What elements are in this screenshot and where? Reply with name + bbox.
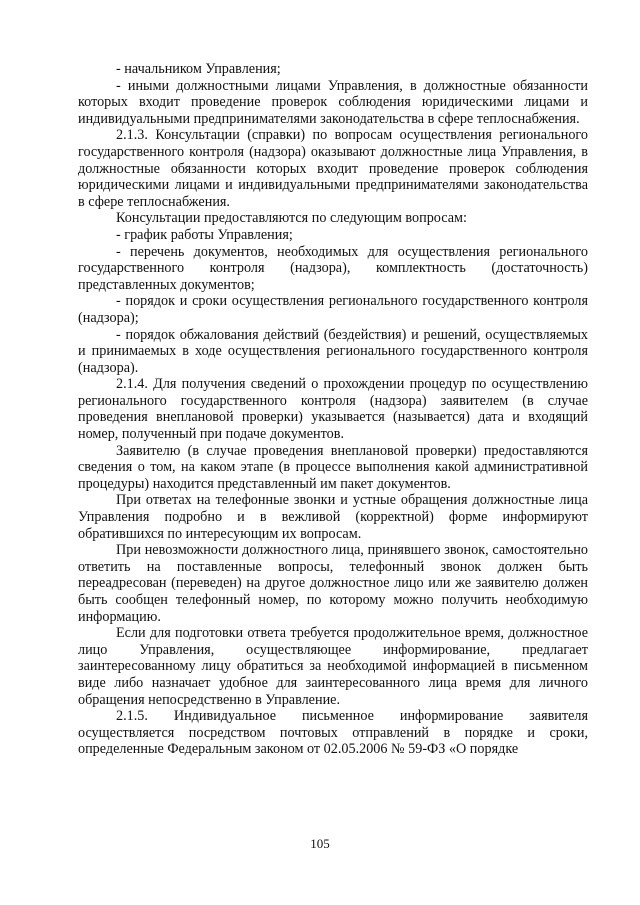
page-number: 105 [310, 836, 330, 851]
paragraph-10: Заявителю (в случае проведения внеплановой проверки) предоставляются сведения о том, на каком этапе (в процессе выполнения какой административной процедуры) находится представленный им пакет документов. [78, 442, 588, 492]
paragraph-7: - порядок и сроки осуществления регионального государственного контроля (надзора); [78, 293, 588, 326]
document-body [78, 61, 588, 758]
paragraph-14: 2.1.5. Индивидуальное письменное информирование заявителя осуществляется посредством почтовых отправлений в порядке и сроки, определенные Федеральным законом от 02.05.2006 № 59-ФЗ «О порядке [78, 708, 588, 758]
paragraph-13: Если для подготовки ответа требуется продолжительное время, должностное лицо Управления, осуществляющее информирование, предлагает заинтересованному лицу обратиться за необходимой информацией в письменном виде либо назначает удобное для заинтересованного лица время для личного обращения непосредственно в Управление. [78, 625, 588, 708]
paragraph-11: При ответах на телефонные звонки и устные обращения должностные лица Управления подробно и в вежливой (корректной) форме информируют обратившихся по интересующим их вопросам. [78, 492, 588, 542]
paragraph-8: - порядок обжалования действий (бездействия) и решений, осуществляемых и принимаемых в ходе осуществления регионального государственного контроля (надзора). [78, 326, 588, 376]
paragraph-6: - перечень документов, необходимых для осуществления регионального государственного контроля (надзора), комплектность (достаточность) представленных документов; [78, 243, 588, 293]
paragraph-5: - график работы Управления; [116, 226, 293, 243]
paragraph-1: - начальником Управления; [116, 61, 281, 77]
paragraph-12: При невозможности должностного лица, принявшего звонок, самостоятельно ответить на поставленные вопросы, телефонный звонок должен быть переадресован (переведен) на другое должностное лицо или же заявителю должен быть сообщен телефонный номер, по которому можно получить необходимую информацию. [78, 542, 588, 625]
paragraph-4: Консультации предоставляются по следующим вопросам: [116, 210, 467, 227]
paragraph-3: 2.1.3. Консультации (справки) по вопросам осуществления регионального государственного контроля (надзора) оказывают должностные лица Управления, в должностные обязанности которых входит проведение проверок соблюдения юридическими лицами и индивидуальными предпринимателями законодательства в сфере теплоснабжения. [78, 127, 588, 210]
paragraph-9: 2.1.4. Для получения сведений о прохождении процедур по осуществлению регионального государственного контроля (надзора) заявителем (в случае проведения внеплановой проверки) указывается (называется) дата и входящий номер, полученный при подаче документов. [78, 376, 588, 443]
paragraph-2: - иными должностными лицами Управления, в должностные обязанности которых входит проведение проверок соблюдения юридическими лицами и индивидуальными предпринимателями законодательства в сфере теплоснабжения. [78, 77, 588, 127]
